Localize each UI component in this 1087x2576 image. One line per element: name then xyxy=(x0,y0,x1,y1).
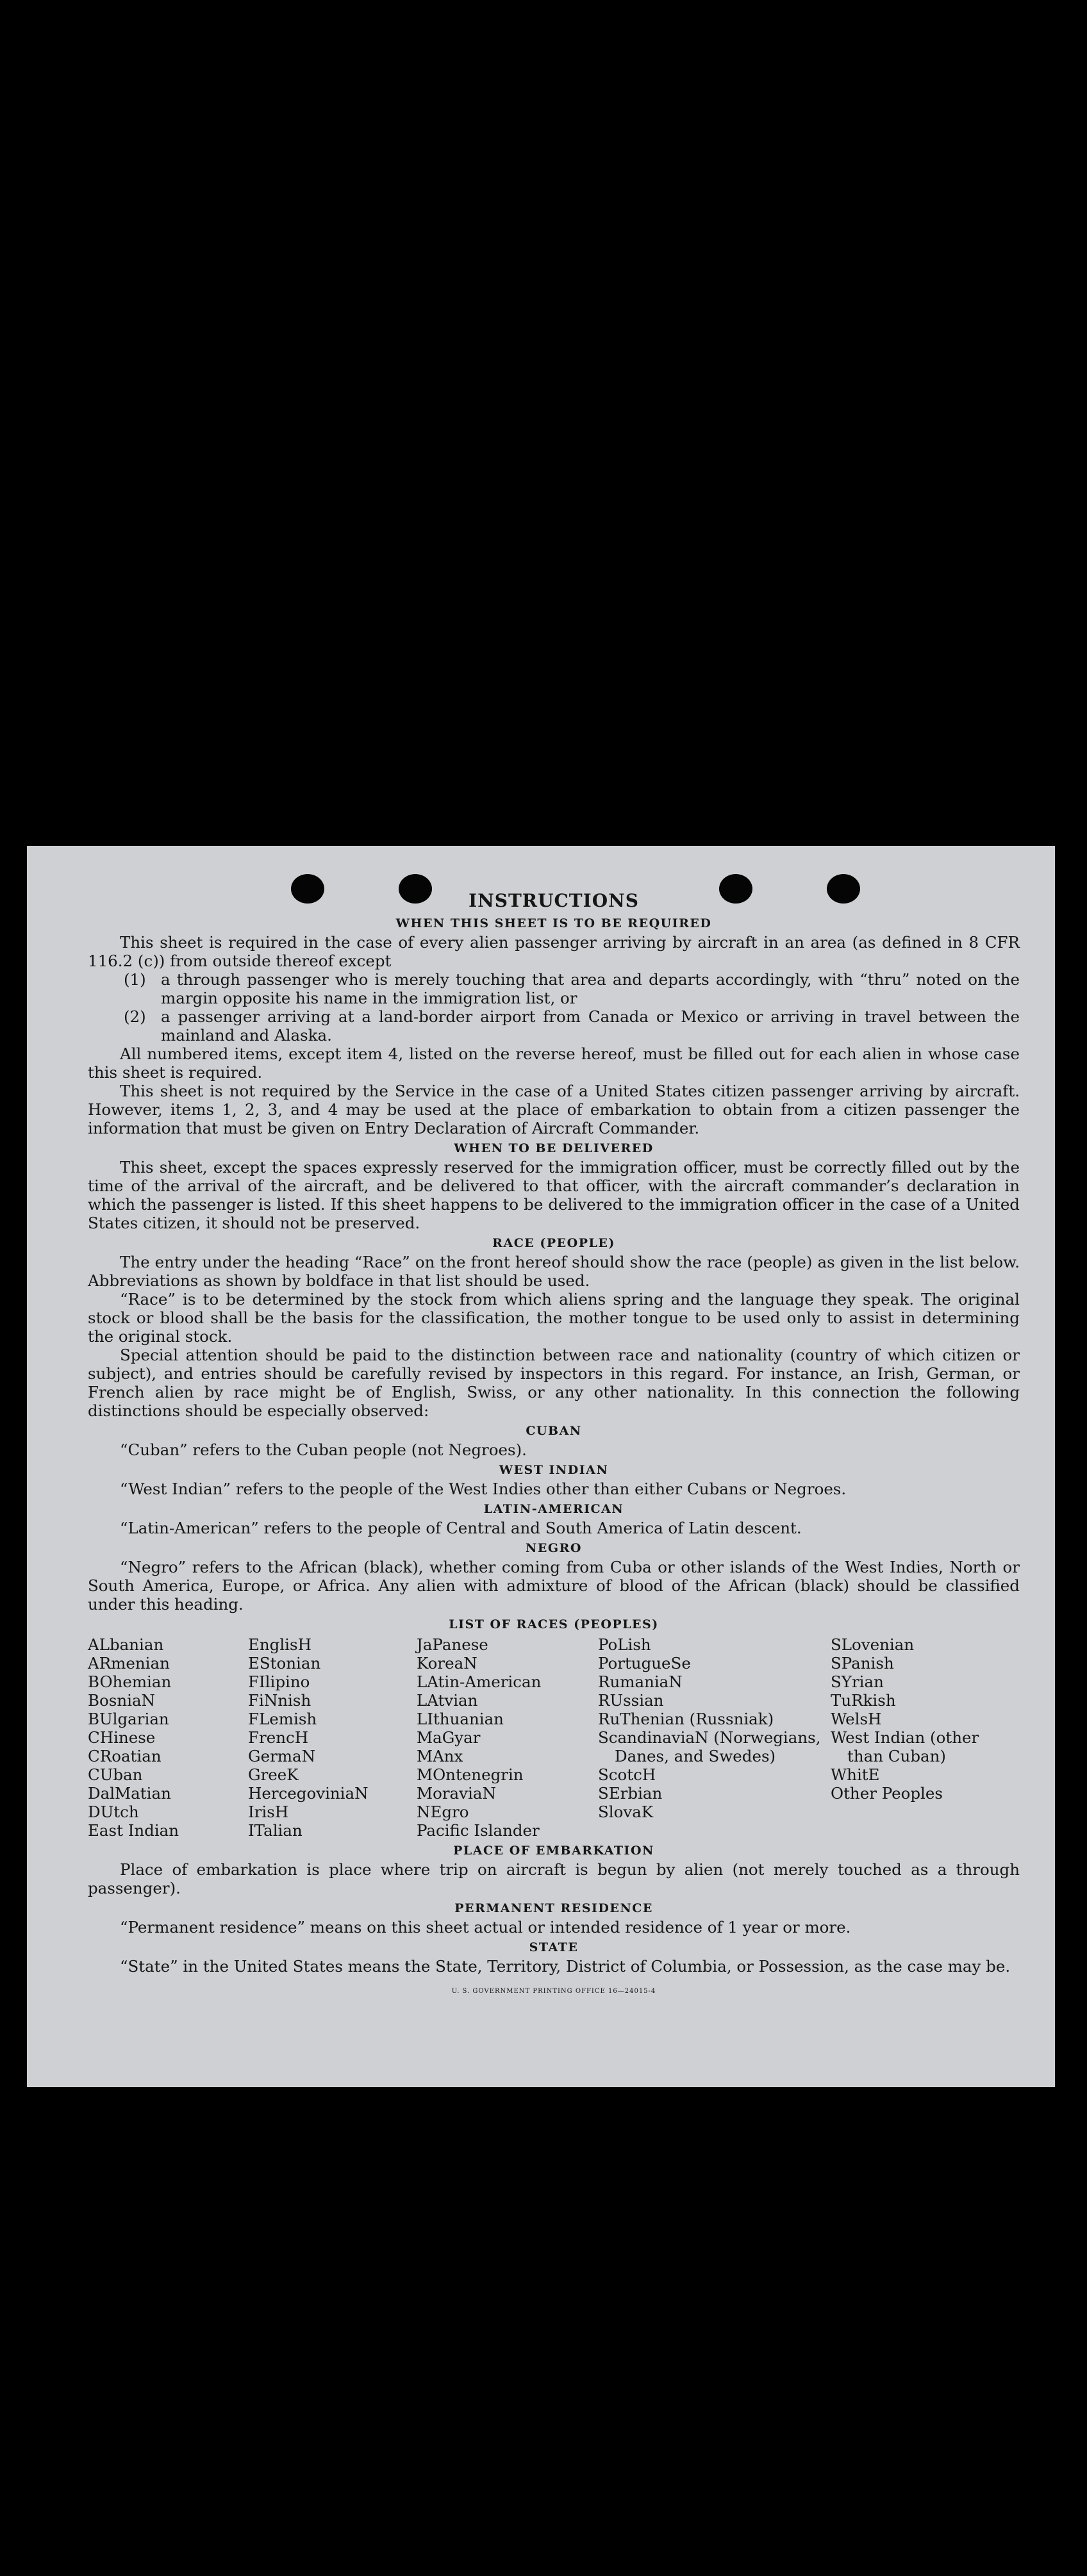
race-entry: WelsH xyxy=(831,1710,882,1728)
paragraph: “Permanent residence” means on this sheet actual or intended residence of 1 year or more. xyxy=(120,1918,851,1936)
section-heading: NEGRO xyxy=(526,1541,582,1555)
section-heading: RACE (PEOPLE) xyxy=(492,1236,615,1250)
section-heading: LIST OF RACES (PEOPLES) xyxy=(449,1617,659,1631)
paragraph: This sheet, except the spaces expressly reserved for the immigration officer, must be correctly filled out by the time of the arrival of the aircraft, and be delivered to that officer, with the aircraft commander’s declaration in which the passenger is listed. If this sheet happens to be delivered to the immigration officer in the case of a United States citizen, it should not be preserved. xyxy=(88,1158,1020,1232)
section-heading: WHEN THIS SHEET IS TO BE REQUIRED xyxy=(395,916,712,930)
list-item xyxy=(88,1007,1020,1044)
race-entry: MOntenegrin xyxy=(417,1765,524,1784)
race-entry: RuThenian (Russniak) xyxy=(598,1710,774,1728)
race-entry: EStonian xyxy=(248,1654,321,1672)
race-entry: DUtch xyxy=(88,1803,139,1821)
race-entry: FIlipino xyxy=(248,1672,310,1691)
page-title: INSTRUCTIONS xyxy=(469,890,639,911)
races-column xyxy=(598,1635,831,1840)
race-entry: SYrian xyxy=(831,1672,884,1691)
instructions-content xyxy=(88,889,1020,2001)
race-entry: NEgro xyxy=(417,1803,469,1821)
race-entry: ScotcH xyxy=(598,1765,656,1784)
race-entry: LIthuanian xyxy=(417,1710,504,1728)
race-entry: BOhemian xyxy=(88,1672,172,1691)
race-entry: SLovenian xyxy=(831,1635,915,1654)
race-entry: JaPanese xyxy=(417,1635,488,1654)
race-entry: Pacific Islander xyxy=(417,1821,540,1840)
race-entry: RUssian xyxy=(598,1691,664,1710)
race-entry: PoLish xyxy=(598,1635,651,1654)
race-entry: MaGyar xyxy=(417,1728,481,1747)
race-entry: CRoatian xyxy=(88,1747,162,1765)
race-entry: SErbian xyxy=(598,1784,663,1803)
races-column xyxy=(831,1635,1010,1840)
item-number: (1) xyxy=(124,970,146,989)
paragraph: Special attention should be paid to the distinction between race and nationality (country of which citizen or subject), and entries should be carefully revised by inspectors in this regard. For instance, an Irish, German, or French alien by race might be of English, Swiss, or any other nationality. In this connection the following distinctions should be especially observed: xyxy=(88,1346,1020,1420)
paragraph: “West Indian” refers to the people of the West Indies other than either Cubans or Negroes. xyxy=(120,1480,847,1498)
races-table xyxy=(88,1635,1020,1840)
item-text: a through passenger who is merely touching that area and departs accordingly, with “thru” noted on the margin opposite his name in the immigration list, or xyxy=(161,970,1020,1007)
race-entry: WhitE xyxy=(831,1765,880,1784)
race-entry: LAtin-American xyxy=(417,1672,542,1691)
race-entry: Other Peoples xyxy=(831,1784,943,1803)
race-entry: CHinese xyxy=(88,1728,156,1747)
race-entry: West Indian (other than Cuban) xyxy=(831,1728,979,1765)
document-sheet xyxy=(27,846,1055,2087)
paragraph: “Cuban” refers to the Cuban people (not Negroes). xyxy=(120,1441,527,1459)
paragraph: This sheet is not required by the Service in the case of a United States citizen passenger arriving by aircraft. However, items 1, 2, 3, and 4 may be used at the place of embarkation to obtain from a citizen passenger the information that must be given on Entry Declaration of Aircraft Commander. xyxy=(88,1082,1020,1137)
race-entry: SlovaK xyxy=(598,1803,654,1821)
race-entry: EnglisH xyxy=(248,1635,311,1654)
race-entry: PortugueSe xyxy=(598,1654,691,1672)
race-entry: IrisH xyxy=(248,1803,289,1821)
race-entry: ITalian xyxy=(248,1821,303,1840)
race-entry: ARmenian xyxy=(88,1654,170,1672)
race-entry: CUban xyxy=(88,1765,143,1784)
item-text: a passenger arriving at a land-border airport from Canada or Mexico or arriving in travel between the mainland and Alaska. xyxy=(161,1007,1020,1044)
race-entry: GreeK xyxy=(248,1765,299,1784)
item-number: (2) xyxy=(124,1007,146,1026)
paragraph: “Race” is to be determined by the stock from which aliens spring and the language they speak. The original stock or blood shall be the basis for the classification, the mother tongue to be used only to assist in determining the original stock. xyxy=(88,1290,1020,1346)
races-column xyxy=(248,1635,417,1840)
race-entry: ScandinaviaN (Norwegians, Danes, and Swedes) xyxy=(598,1728,821,1765)
race-entry: TuRkish xyxy=(831,1691,896,1710)
race-entry: MAnx xyxy=(417,1747,463,1765)
section-heading: PLACE OF EMBARKATION xyxy=(453,1844,654,1858)
race-entry: FrencH xyxy=(248,1728,309,1747)
race-entry: DalMatian xyxy=(88,1784,171,1803)
race-entry: LAtvian xyxy=(417,1691,478,1710)
race-entry: MoraviaN xyxy=(417,1784,496,1803)
race-entry: FLemish xyxy=(248,1710,317,1728)
race-entry: SPanish xyxy=(831,1654,894,1672)
paragraph: This sheet is required in the case of every alien passenger arriving by aircraft in an area (as defined in 8 CFR 116.2 (c)) from outside thereof except xyxy=(88,933,1020,970)
paragraph: All numbered items, except item 4, listed on the reverse hereof, must be filled out for each alien in whose case this sheet is required. xyxy=(88,1044,1020,1082)
paragraph: Place of embarkation is place where trip on aircraft is begun by alien (not merely touched as a through passenger). xyxy=(88,1860,1020,1897)
list-item xyxy=(88,970,1020,1007)
section-heading: WHEN TO BE DELIVERED xyxy=(454,1141,654,1155)
race-entry: ALbanian xyxy=(88,1635,164,1654)
race-entry: East Indian xyxy=(88,1821,179,1840)
race-entry: GermaN xyxy=(248,1747,316,1765)
race-entry: HercegoviniaN xyxy=(248,1784,369,1803)
paragraph: “State” in the United States means the State, Territory, District of Columbia, or Possession, as the case may be. xyxy=(120,1957,1011,1976)
section-heading: PERMANENT RESIDENCE xyxy=(454,1901,653,1915)
race-entry: RumaniaN xyxy=(598,1672,683,1691)
paragraph: The entry under the heading “Race” on the front hereof should show the race (people) as given in the list below. Abbreviations as shown by boldface in that list should be used. xyxy=(88,1253,1020,1290)
races-column xyxy=(417,1635,598,1840)
printer-footer: U. S. GOVERNMENT PRINTING OFFICE 16—24015-4 xyxy=(451,1988,656,1995)
section-heading: WEST INDIAN xyxy=(499,1463,609,1477)
paragraph: “Negro” refers to the African (black), whether coming from Cuba or other islands of the West Indies, North or South America, Europe, or Africa. Any alien with admixture of blood of the African (black) should be classified under this heading. xyxy=(88,1558,1020,1614)
race-entry: BosniaN xyxy=(88,1691,155,1710)
section-heading: STATE xyxy=(529,1940,579,1954)
races-column xyxy=(88,1635,248,1840)
race-entry: KoreaN xyxy=(417,1654,477,1672)
race-entry: BUlgarian xyxy=(88,1710,169,1728)
section-heading: LATIN-AMERICAN xyxy=(483,1502,624,1516)
section-heading: CUBAN xyxy=(526,1424,582,1438)
race-entry: FiNnish xyxy=(248,1691,311,1710)
paragraph: “Latin-American” refers to the people of Central and South America of Latin descent. xyxy=(120,1519,802,1537)
